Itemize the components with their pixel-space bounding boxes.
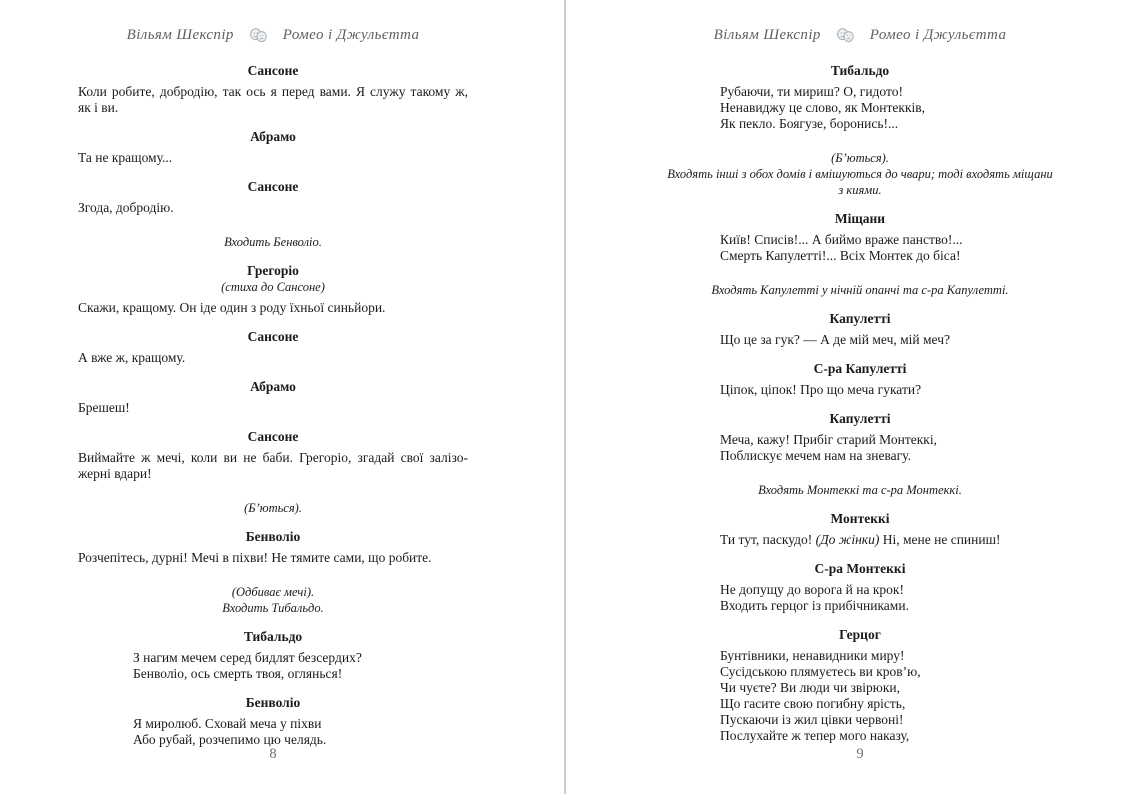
dialogue-verse	[665, 382, 1055, 398]
dialogue-line: Та не кращому...	[78, 150, 173, 165]
character-name: С-ра Капулетті	[813, 361, 907, 376]
running-head	[665, 27, 1055, 44]
dialogue-line: Виймайте ж мечі, коли ви не баби. Грегоріо, згадай свої залізо-	[78, 450, 468, 465]
dialogue-verse	[78, 716, 468, 748]
stage-direction	[78, 584, 468, 616]
page-right	[665, 0, 1055, 801]
character-name: Тибальдо	[243, 629, 303, 644]
verse-line: Входить герцог із прибічниками.	[720, 598, 909, 613]
theater-masks-icon	[836, 28, 855, 43]
verse-line: Київ! Списів!... А биймо враже панство!...	[720, 232, 963, 247]
character-name: Грегоріо (стиха до Сансоне)	[78, 263, 468, 294]
character-name: Тибальдо	[830, 63, 890, 78]
verse-line: Як пекло. Боягузе, боронись!...	[720, 116, 899, 131]
verse-line: Смерть Капулетті!... Всіх Монтек до біса!	[720, 248, 961, 263]
verse-line: Пускаючи із жил цівки червоні!	[720, 712, 904, 727]
verse-line: Що це за гук? — А де мій меч, мій меч?	[720, 332, 950, 347]
character-name: Капулетті	[829, 311, 891, 326]
dialogue-line: Брешеш!	[78, 400, 130, 415]
page-divider	[564, 0, 566, 794]
dialogue-line: Згода, добродію.	[78, 200, 174, 215]
stage-direction	[665, 150, 1055, 198]
verse-line: Рубаючи, ти мириш? О, гидото!	[720, 84, 903, 99]
character-name: Абрамо	[250, 129, 296, 144]
verse-line: Бунтівники, ненавидники миру!	[720, 648, 905, 663]
dialogue-prose	[78, 200, 468, 216]
dialogue-prose	[78, 450, 468, 482]
stage-direction-line: Входять інші з обох домів і вмішуються до чвари; тоді входять міщани	[667, 167, 1053, 181]
page-number: 9	[856, 746, 864, 762]
stage-direction-line: (Б’ються).	[244, 501, 302, 515]
dialogue-line: Скажи, кращому. Он іде один з роду їхньої синьйори.	[78, 300, 386, 315]
dialogue-verse	[665, 648, 1055, 744]
dialogue-prose	[78, 550, 468, 566]
dialogue-prose	[78, 400, 468, 416]
stage-direction-line: Входить Тибальдо.	[222, 601, 324, 615]
verse-line: З нагим мечем серед бидлят безсердих?	[133, 650, 362, 665]
character-name: Абрамо	[250, 379, 296, 394]
character-name: Бенволіо	[245, 529, 301, 544]
page-content	[78, 63, 468, 748]
character-name: Капулетті	[829, 411, 891, 426]
character-name: Монтеккі	[830, 511, 890, 526]
character-name: Сансоне	[247, 329, 299, 344]
character-name: Герцог	[839, 627, 881, 642]
theater-masks-icon	[249, 28, 268, 43]
character-name: Міщани	[834, 211, 886, 226]
verse-line: Послухайте ж тепер мого наказу,	[720, 728, 910, 743]
character-name: Бенволіо	[245, 695, 301, 710]
verse-line: Що гасите свою погибну ярість,	[720, 696, 906, 711]
stage-direction-line: Входить Бенволіо.	[224, 235, 322, 249]
verse-line: Поблискує мечем нам на зневагу.	[720, 448, 911, 463]
dialogue-prose	[78, 350, 468, 366]
dialogue-line: А вже ж, кращому.	[78, 350, 186, 365]
dialogue-verse	[665, 332, 1055, 348]
dialogue-prose	[78, 150, 468, 166]
verse-line: Сусідською плямуєтесь ви кров’ю,	[720, 664, 921, 679]
verse-line: Не допущу до ворога й на крок!	[720, 582, 904, 597]
dialogue-verse	[665, 432, 1055, 464]
author-name: Вільям Шекспір	[713, 27, 821, 43]
character-name: Сансоне	[247, 179, 299, 194]
stage-direction	[78, 234, 468, 250]
stage-direction-line: Входять Монтеккі та с-ра Монтеккі.	[758, 483, 962, 497]
verse-line: Меча, кажу! Прибіг старий Монтеккі,	[720, 432, 937, 447]
verse-line: Чи чуєте? Ви люди чи звірюки,	[720, 680, 901, 695]
dialogue-verse	[665, 232, 1055, 264]
dialogue-line: жерні вдари!	[78, 466, 152, 481]
dialogue-line: як і ви.	[78, 100, 119, 115]
page-left	[78, 0, 468, 801]
author-name: Вільям Шекспір	[126, 27, 234, 43]
verse-line: Або рубай, розчепимо цю челядь.	[133, 732, 327, 747]
inline-stage-note: (До жінки)	[815, 532, 880, 547]
dialogue-prose	[78, 300, 468, 316]
dialogue-line: Коли робите, добродію, так ось я перед вами. Я служу такому ж,	[78, 84, 468, 99]
stage-direction-line: з киями.	[838, 183, 882, 197]
dialogue-verse	[665, 582, 1055, 614]
book-title: Ромео і Джульєтта	[869, 27, 1007, 43]
verse-line: Я миролюб. Сховай меча у піхви	[133, 716, 322, 731]
verse-line: Ціпок, ціпок! Про що меча гукати?	[720, 382, 922, 397]
character-name: Сансоне	[247, 429, 299, 444]
stage-direction	[665, 482, 1055, 498]
stage-direction	[78, 500, 468, 516]
dialogue-verse	[665, 84, 1055, 132]
page-content	[665, 63, 1055, 744]
dialogue-line: Розчепітесь, дурні! Мечі в піхви! Не тямите сами, що робите.	[78, 550, 432, 565]
dialogue-verse	[78, 650, 468, 682]
stage-direction-line: (Б’ються).	[831, 151, 889, 165]
stage-direction-line: Входять Капулетті у нічній опанчі та с-ра Капулетті.	[711, 283, 1009, 297]
verse-line: Ненавиджу це слово, як Монтекків,	[720, 100, 926, 115]
page-number: 8	[269, 746, 277, 762]
verse-line: Ти тут, паскудо! (До жінки) Ні, мене не спиниш!	[720, 532, 1001, 547]
stage-direction-line: (Одбиває мечі).	[231, 585, 315, 599]
running-head	[78, 27, 468, 44]
dialogue-prose	[78, 84, 468, 116]
character-name: С-ра Монтеккі	[814, 561, 906, 576]
verse-line: Бенволіо, ось смерть твоя, оглянься!	[133, 666, 343, 681]
stage-note: (стиха до Сансоне)	[221, 280, 325, 294]
dialogue-verse	[665, 532, 1055, 548]
character-name: Сансоне	[247, 63, 299, 78]
stage-direction	[665, 282, 1055, 298]
book-title: Ромео і Джульєтта	[282, 27, 420, 43]
